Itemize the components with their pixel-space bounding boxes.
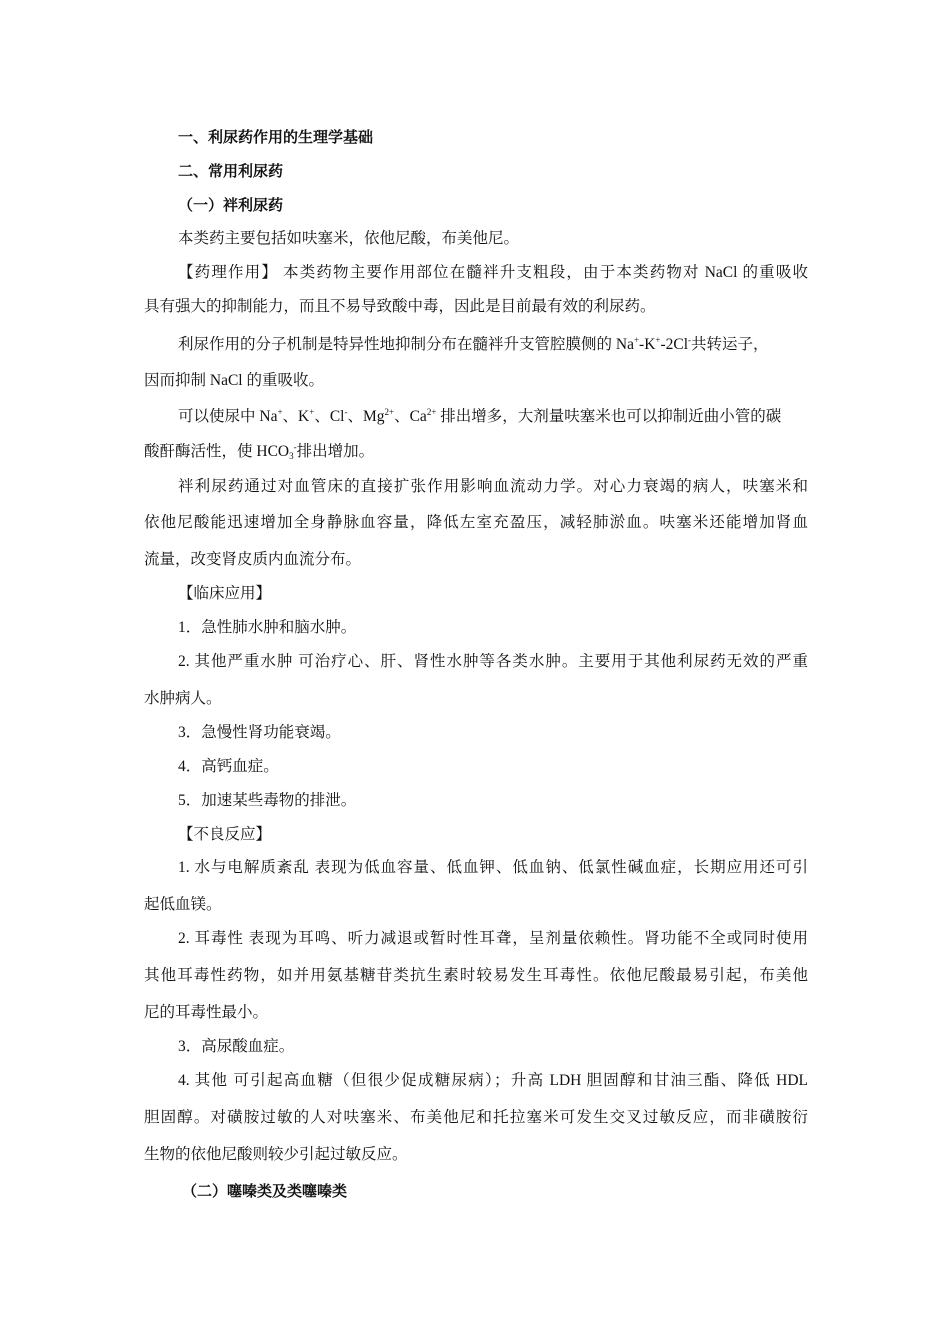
hemodynamics-line: 流量，改变肾皮质内血流分布。: [144, 551, 362, 568]
clinical-item: 水肿病人。: [144, 690, 222, 707]
clinical-item: 4．高钙血症。: [178, 758, 279, 775]
adverse-item: 4. 其他 可引起高血糖（但很少促成糖尿病）；升高 LDH 胆固醇和甘油三酯、降低 HDL: [178, 1072, 808, 1089]
pharmacology-line: 【药理作用】 本类药物主要作用部位在髓袢升支粗段，由于本类药物对 NaCl 的重吸收: [178, 264, 808, 281]
adverse-item: 3．高尿酸血症。: [178, 1038, 295, 1055]
intro-text: 本类药主要包括如呋塞米，依他尼酸，布美他尼。: [178, 230, 520, 247]
clinical-item: 3．急慢性肾功能衰竭。: [178, 724, 341, 741]
clinical-title: 【临床应用】: [178, 585, 272, 602]
adverse-item: 起低血镁。: [144, 896, 222, 913]
ions-line: 可以使尿中 Na+、K+、Cl-、$Mg^{2+}$、$Ca^{2+}$ 排出增多，大剂量呋塞米也可以抑制近曲小管的碳: [178, 407, 782, 425]
heading-common-diuretics: 二、常用利尿药: [178, 162, 284, 180]
clinical-item: 2. 其他严重水肿 可治疗心、肝、肾性水肿等各类水肿。主要用于其他利尿药无效的严重: [178, 653, 808, 670]
hemodynamics-line: 袢利尿药通过对血管床的直接扩张作用影响血流动力学。对心力衰竭的病人，呋塞米和: [178, 478, 808, 495]
mechanism-line: 因而抑制 NaCl 的重吸收。: [144, 372, 324, 389]
heading-thiazides: （二）噻嗪类及类噻嗪类: [182, 1182, 348, 1200]
ions-line: 酸酐酶活性，使 $HCO_3^-$排出增加。: [144, 442, 375, 461]
adverse-item: 其他耳毒性药物，如并用氨基糖苷类抗生素时较易发生耳毒性。依他尼酸最易引起，布美他: [144, 967, 808, 984]
heading-loop-diuretics: （一）袢利尿药: [178, 196, 284, 214]
mechanism-line: 利尿作用的分子机制是特异性地抑制分布在髓袢升支管腔膜侧的 Na+-K+-2Cl-共转运子，: [178, 335, 769, 353]
hemodynamics-line: 依他尼酸能迅速增加全身静脉血容量，降低左室充盈压，减轻肺淤血。呋塞米还能增加肾血: [144, 514, 808, 531]
clinical-item: 5．加速某些毒物的排泄。: [178, 792, 357, 809]
adverse-item: 尼的耳毒性最小。: [144, 1004, 269, 1021]
adverse-item: 1. 水与电解质紊乱 表现为低血容量、低血钾、低血钠、低氯性碱血症，长期应用还可引: [178, 859, 808, 876]
adverse-item: 生物的依他尼酸则较少引起过敏反应。: [144, 1146, 408, 1163]
pharmacology-line: 具有强大的抑制能力，而且不易导致酸中毒，因此是目前最有效的利尿药。: [144, 298, 656, 315]
adverse-item: 2. 耳毒性 表现为耳鸣、听力减退或暂时性耳聋，呈剂量依赖性。肾功能不全或同时使用: [178, 930, 808, 947]
adverse-title: 【不良反应】: [178, 826, 272, 843]
adverse-item: 胆固醇。对磺胺过敏的人对呋塞米、布美他尼和托拉塞米可发生交叉过敏反应，而非磺胺衍: [144, 1109, 808, 1126]
heading-physiology: 一、利尿药作用的生理学基础: [178, 128, 374, 146]
clinical-item: 1．急性肺水肿和脑水肿。: [178, 619, 357, 636]
